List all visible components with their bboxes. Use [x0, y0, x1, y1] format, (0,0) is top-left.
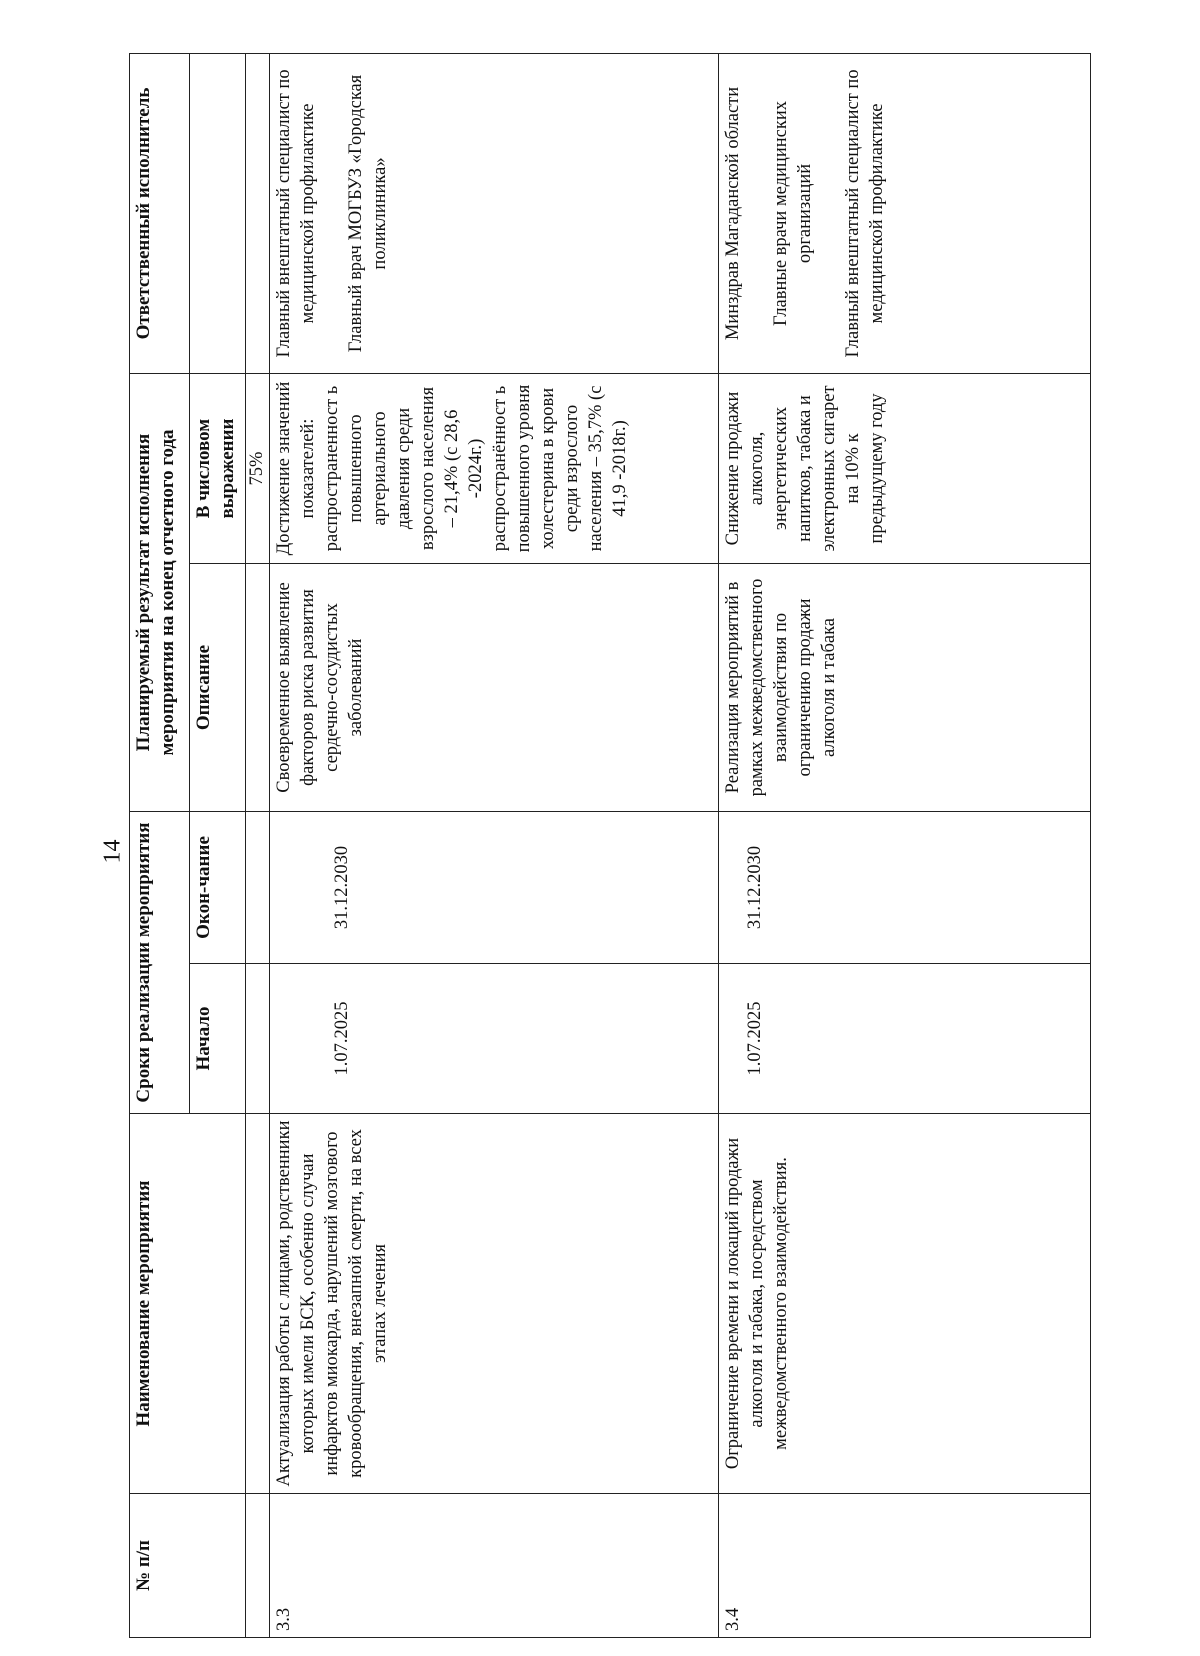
blank-cell — [246, 53, 270, 373]
header-row-1 — [130, 53, 190, 1637]
header-planned: Планируемый результат исполнения мероприятия на конец отчетного года — [130, 373, 190, 811]
row-num: 3.4 — [719, 1494, 1091, 1638]
blank-cell — [246, 964, 270, 1114]
blank-cell — [246, 1114, 270, 1494]
blank-cell — [246, 564, 270, 812]
row-numeric: Достижение значений показателей: распространенност ь повышенного артериального давления среди взрослого населения – 21,4% (с 28,6 -2024г.) распространённост ь повышенного уровня холестерина в крови среди взрослого населения – 35,7% (с 41,9 -2018г.) — [270, 373, 719, 563]
table-row — [719, 53, 1091, 1637]
table-row — [270, 53, 719, 1637]
numeric-value-row — [246, 53, 270, 1637]
row-description: Своевременное выявление факторов риска развития сердечно-сосудистых заболеваний — [270, 564, 719, 812]
header-terms: Сроки реализации мероприятия — [130, 812, 190, 1114]
measures-table — [129, 53, 1091, 1638]
page-number: 14 — [99, 839, 126, 864]
header-responsible: Ответственный исполнитель — [130, 53, 190, 373]
row-numeric: Снижение продажи алкоголя, энергетических напитков, табака и электронных сигарет на 10% к предыдущему году — [719, 373, 1091, 563]
header-responsible-blank — [190, 53, 246, 373]
row-responsible: Минздрав Магаданской области Главные врачи медицинских организаций Главный внештатный специалист по медицинской профилактике — [719, 53, 1091, 373]
rotated-table-wrapper — [129, 54, 1090, 1638]
row-end: 31.12.2030 — [270, 812, 719, 964]
row-start: 1.07.2025 — [719, 964, 1091, 1114]
header-end: Окон-чание — [190, 812, 246, 964]
row-end: 31.12.2030 — [719, 812, 1091, 964]
header-start: Начало — [190, 964, 246, 1114]
row-name: Ограничение времени и локаций продажи алкоголя и табака, посредством межведомственного взаимодействия. — [719, 1114, 1091, 1494]
row-num: 3.3 — [270, 1494, 719, 1638]
header-numeric: В числовом выражении — [190, 373, 246, 563]
row-description: Реализация мероприятий в рамках межведомственного взаимодействия по ограничению продажи алкоголя и табака — [719, 564, 1091, 812]
header-description: Описание — [190, 564, 246, 812]
row-start: 1.07.2025 — [270, 964, 719, 1114]
row-name: Актуализация работы с лицами, родственники которых имели БСК, особенно случаи инфарктов миокарда, нарушений мозгового кровообращения, внезапной смерти, на всех этапах лечения — [270, 1114, 719, 1494]
blank-cell — [246, 1494, 270, 1638]
header-num: № п/п — [130, 1494, 246, 1638]
blank-cell — [246, 812, 270, 964]
header-name: Наименование мероприятия — [130, 1114, 246, 1494]
row-responsible: Главный внештатный специалист по медицинской профилактике Главный врач МОГБУЗ «Городская поликлиника» — [270, 53, 719, 373]
numeric-value: 75% — [246, 373, 270, 563]
